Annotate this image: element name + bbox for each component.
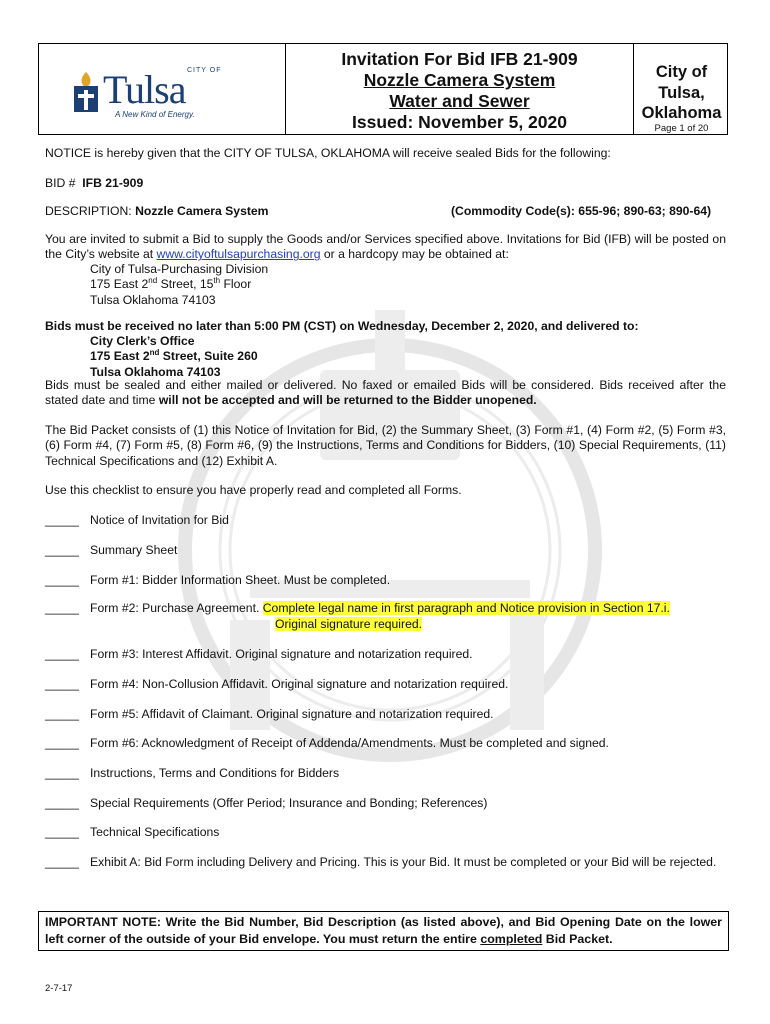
clerk-street: 175 East 2nd Street, Suite 260 [90, 348, 258, 364]
description-label: DESCRIPTION: [45, 204, 132, 218]
logo-cell [39, 44, 286, 134]
commodity-codes: (Commodity Code(s): 655-96; 890-63; 890-64) [451, 204, 712, 218]
checklist-item: Notice of Invitation for Bid [90, 513, 229, 527]
important-end: Bid Packet. [542, 932, 613, 946]
checklist-blank[interactable]: _____ [45, 543, 79, 557]
form2-highlight-1: Complete legal name in first paragraph and Notice provision in Section 17.i. [262, 601, 670, 615]
address-line1: City of Tulsa-Purchasing Division [90, 262, 269, 276]
checklist-blank[interactable]: _____ [45, 677, 79, 691]
doc-subject: Nozzle Camera System [363, 70, 556, 90]
invitation-text-end: or a hardcopy may be obtained at: [320, 247, 509, 262]
sealed-text: Bids must be sealed and either mailed or delivered. No faxed or emailed Bids will be considered. Bids received after the stated date and time [45, 378, 726, 408]
doc-title: Invitation For Bid IFB 21-909 [341, 49, 578, 69]
footer-revision: 2-7-17 [45, 983, 73, 994]
checklist-item: Technical Specifications [90, 825, 220, 839]
bid-packet-paragraph: The Bid Packet consists of (1) this Notice of Invitation for Bid, (2) the Summary Sheet, (3) Form #1, (4) Form #2, (5) Form #3, (6) Form #4, (7) Form #5, (8) Form #6, (9) the Instructions, Terms and Conditions for Bidders, (10) Special Requirements, (11) Technical Specifications and (12) Exhibit A. [45, 423, 726, 468]
bid-value: IFB 21-909 [82, 176, 144, 190]
checklist-blank[interactable]: _____ [45, 707, 79, 721]
title-cell [286, 44, 634, 134]
clerk-office: City Clerk’s Office [90, 334, 195, 348]
address-line3: Tulsa Oklahoma 74103 [90, 292, 216, 307]
invitation-paragraph [45, 232, 726, 263]
doc-department: Water and Sewer [389, 91, 530, 111]
address-line2: 175 East 2nd Street, 15th Floor [90, 276, 252, 292]
checklist-blank[interactable]: _____ [45, 601, 79, 615]
doc-issued: Issued: November 5, 2020 [352, 112, 567, 132]
checklist-blank[interactable]: _____ [45, 513, 79, 527]
bid-label: BID # [45, 176, 76, 190]
logo-wordmark: Tulsa [103, 67, 186, 112]
form2-highlight-2-wrap [275, 617, 422, 632]
checklist-blank[interactable]: _____ [45, 825, 79, 839]
logo-city-of: CITY OF [187, 67, 222, 74]
city-name: City of Tulsa, [655, 63, 708, 102]
checklist-blank[interactable]: _____ [45, 647, 79, 661]
checklist-intro: Use this checklist to ensure you have properly read and completed all Forms. [45, 483, 462, 497]
form2-highlight-2: Original signature required. [275, 617, 423, 631]
header-box [38, 43, 728, 135]
purchasing-website-link[interactable]: www.cityoftulsapurchasing.org [156, 247, 321, 262]
checklist-item: Form #4: Non-Collusion Affidavit. Original signature and notarization required. [90, 677, 509, 691]
checklist-item: Form #5: Affidavit of Claimant. Original signature and notarization required. [90, 707, 494, 721]
state-name: Oklahoma [641, 104, 722, 122]
checklist-blank[interactable]: _____ [45, 736, 79, 750]
checklist-blank[interactable]: _____ [45, 796, 79, 810]
purchasing-address [90, 262, 268, 308]
checklist-item: Summary Sheet [90, 543, 178, 557]
description-value: Nozzle Camera System [135, 204, 269, 218]
description [45, 204, 269, 219]
tulsa-emblem-icon [71, 70, 101, 114]
deadline-line: Bids must be received no later than 5:00 PM (CST) on Wednesday, December 2, 2020, and delivered to: [45, 319, 639, 333]
page-number: Page 1 of 20 [654, 123, 709, 134]
checklist-item: Form #6: Acknowledgment of Receipt of Addenda/Amendments. Must be completed and signed. [90, 736, 609, 750]
form2-label: Form #2: Purchase Agreement. [90, 601, 260, 615]
sealed-paragraph [45, 378, 726, 409]
city-cell [634, 44, 729, 134]
important-note [38, 911, 729, 951]
invitation-text: You are invited to submit a Bid to supply the Goods and/or Services specified above. Invitations for Bid (IFB) will be posted on the City’s website at [45, 232, 726, 262]
checklist-blank[interactable]: _____ [45, 766, 79, 780]
sealed-warning: will not be accepted and will be returned to the Bidder unopened. [158, 393, 537, 408]
important-underlined: completed [480, 932, 543, 946]
checklist-item: Special Requirements (Offer Period; Insurance and Bonding; References) [90, 796, 488, 810]
clerk-city: Tulsa Oklahoma 74103 [90, 364, 221, 379]
notice-text: NOTICE is hereby given that the CITY OF TULSA, OKLAHOMA will receive sealed Bids for the following: [45, 146, 611, 160]
bid-number [45, 176, 143, 191]
checklist-blank[interactable]: _____ [45, 855, 79, 869]
checklist-item: Exhibit A: Bid Form including Delivery and Pricing. This is your Bid. It must be completed or your Bid will be rejected. [90, 855, 717, 869]
checklist-item: Instructions, Terms and Conditions for Bidders [90, 766, 340, 780]
important-text: IMPORTANT NOTE: Write the Bid Number, Bid Description (as listed above), and Bid Opening Date on the lower left corner of the outside of your Bid envelope. You must return the entire [45, 915, 722, 946]
checklist-blank[interactable]: _____ [45, 573, 79, 587]
checklist-item-form2 [90, 601, 726, 616]
delivery-address [90, 334, 258, 380]
logo-tagline: A New Kind of Energy. [115, 110, 195, 119]
checklist-item: Form #3: Interest Affidavit. Original signature and notarization required. [90, 647, 473, 661]
checklist-item: Form #1: Bidder Information Sheet. Must be completed. [90, 573, 391, 587]
